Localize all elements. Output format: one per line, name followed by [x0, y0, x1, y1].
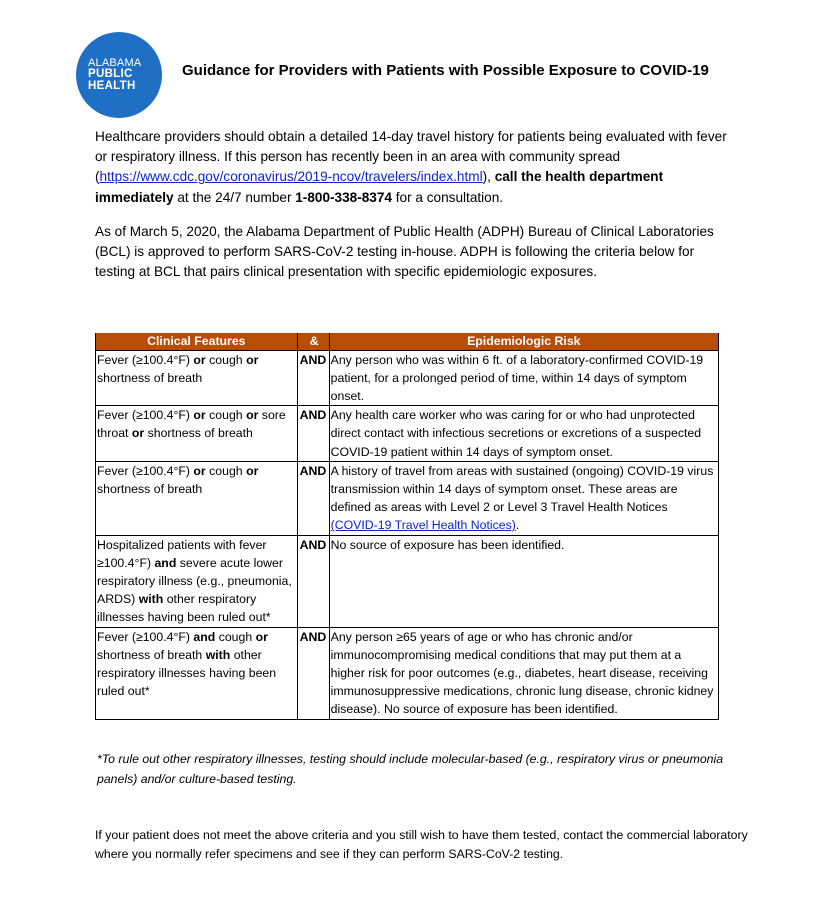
table-row [96, 350, 719, 406]
logo-line-health: HEALTH [88, 79, 136, 92]
bold-connector: and [154, 555, 177, 570]
cell-text: severe acute lower respiratory illness (e.g., pneumonia, ARDS) [97, 555, 292, 607]
cell-text: Any person ≥65 years of age or who has chronic and/or immunocompromising medical conditions that may put them at a higher risk for poor outcomes (e.g., diabetes, heart disease, receiving immunosuppressive medications, chronic lung disease, chronic kidney disease). No source of exposure has been identified. [330, 629, 714, 717]
intro-text-1: Healthcare providers should obtain a detailed 14-day travel history for patients being evaluated with fever or respiratory illness. If this person has recently been in an area with community spread ( [95, 129, 727, 185]
cell-text: Any health care worker who was caring for or who had unprotected direct contact with infectious secretions or excretions of a suspected COVID-19 patient within 14 days of symptom onset. [330, 408, 702, 459]
alabama-public-health-logo [76, 32, 162, 118]
table-row [96, 535, 719, 627]
footnote: *To rule out other respiratory illnesses, testing should include molecular-based (e.g., respiratory virus or pneumonia panels) and/or culture-based testing. [97, 752, 724, 786]
and-connector-cell: AND [297, 535, 329, 627]
cell-text: shortness of breath [97, 370, 203, 385]
cell-text: Fever (≥100.4°F) [97, 463, 194, 478]
cell-text: Fever (≥100.4°F) [97, 352, 194, 367]
and-connector-cell: AND [297, 627, 329, 719]
cell-text: cough [205, 463, 247, 478]
intro-text-2: ), [482, 169, 495, 185]
cell-text: Fever (≥100.4°F) [97, 629, 194, 644]
clinical-features-cell [96, 406, 298, 462]
header-epidemiologic-risk: Epidemiologic Risk [329, 333, 718, 350]
hotline-phone-number: 1-800-338-8374 [295, 189, 392, 205]
cell-text: Hospitalized patients with fever ≥100.4°F) [97, 537, 267, 570]
bold-connector: with [205, 647, 231, 662]
cell-text: cough [205, 352, 247, 367]
table-row [96, 461, 719, 535]
bold-connector: or [246, 352, 259, 367]
cell-text: sore throat [97, 408, 286, 441]
call-health-department-emphasis: call the health department immediately [95, 169, 664, 205]
bold-connector: or [246, 408, 259, 423]
cdc-travelers-link[interactable]: https://www.cdc.gov/coronavirus/2019-ncov/travelers/index.html [99, 169, 483, 185]
cell-text: A history of travel from areas with sustained (ongoing) COVID-19 virus transmission within 14 days of symptom onset. These areas are defined as areas with Level 2 or Level 3 Travel Health Notices [330, 463, 714, 515]
cell-text: shortness of breath [97, 481, 203, 496]
header-ampersand: & [297, 333, 329, 350]
closing-paragraph: If your patient does not meet the above criteria and you still wish to have them tested, contact the commercial laboratory where you normally refer specimens and see if they can perform SARS-CoV-2 testing. [95, 828, 748, 861]
bold-connector: or [131, 426, 145, 441]
clinical-features-cell [96, 350, 298, 406]
bold-connector: with [138, 592, 164, 607]
clinical-features-cell [96, 461, 298, 535]
cell-text: other respiratory illnesses having been ruled out* [97, 647, 277, 699]
page-title: Guidance for Providers with Patients with Possible Exposure to COVID-19 [182, 62, 709, 79]
cell-text: cough [205, 408, 247, 423]
table-row [96, 406, 719, 462]
intro-text-4: for a consultation. [392, 189, 504, 205]
and-connector-cell: AND [297, 406, 329, 462]
cell-text: other respiratory illnesses having been ruled out* [97, 592, 271, 625]
epidemiologic-risk-cell [329, 350, 718, 406]
clinical-features-cell [96, 627, 298, 719]
travel-health-notices-link[interactable]: (COVID-19 Travel Health Notices) [330, 518, 516, 533]
clinical-features-cell [96, 535, 298, 627]
logo-line-public: PUBLIC [88, 68, 133, 80]
cell-text: cough [215, 629, 256, 644]
bold-connector: or [255, 629, 268, 644]
bold-connector: or [193, 463, 206, 478]
and-connector-cell: AND [297, 350, 329, 406]
intro-text-3: at the 24/7 number [173, 189, 296, 205]
cell-text: shortness of breath [97, 647, 206, 662]
header-clinical-features: Clinical Features [96, 333, 298, 350]
table-header-row [96, 333, 719, 350]
testing-criteria-table [95, 333, 719, 720]
bold-connector: or [246, 463, 259, 478]
logo-line-alabama: ALABAMA [88, 57, 142, 69]
cell-text: Any person who was within 6 ft. of a laboratory-confirmed COVID-19 patient, for a prolonged period of time, within 14 days of symptom onset. [330, 352, 704, 403]
cell-text: Fever (≥100.4°F) [97, 408, 194, 423]
epidemiologic-risk-cell [329, 406, 718, 462]
intro-paragraph [95, 127, 735, 208]
bold-connector: or [193, 408, 206, 423]
table-body [96, 350, 719, 719]
testing-paragraph: As of March 5, 2020, the Alabama Department of Public Health (ADPH) Bureau of Clinical Laboratories (BCL) is approved to perform SARS-CoV-2 testing in-house. ADPH is following the criteria below for testing at BCL that pairs clinical presentation with specific epidemiologic exposures. [95, 224, 714, 280]
cell-text: . [515, 518, 520, 533]
cell-text: shortness of breath [144, 426, 253, 441]
epidemiologic-risk-cell [329, 535, 718, 627]
epidemiologic-risk-cell [329, 627, 718, 719]
cell-text: No source of exposure has been identified. [330, 537, 565, 552]
epidemiologic-risk-cell [329, 461, 718, 535]
bold-connector: and [193, 629, 216, 644]
bold-connector: or [193, 352, 206, 367]
and-connector-cell: AND [297, 461, 329, 535]
table-row [96, 627, 719, 719]
